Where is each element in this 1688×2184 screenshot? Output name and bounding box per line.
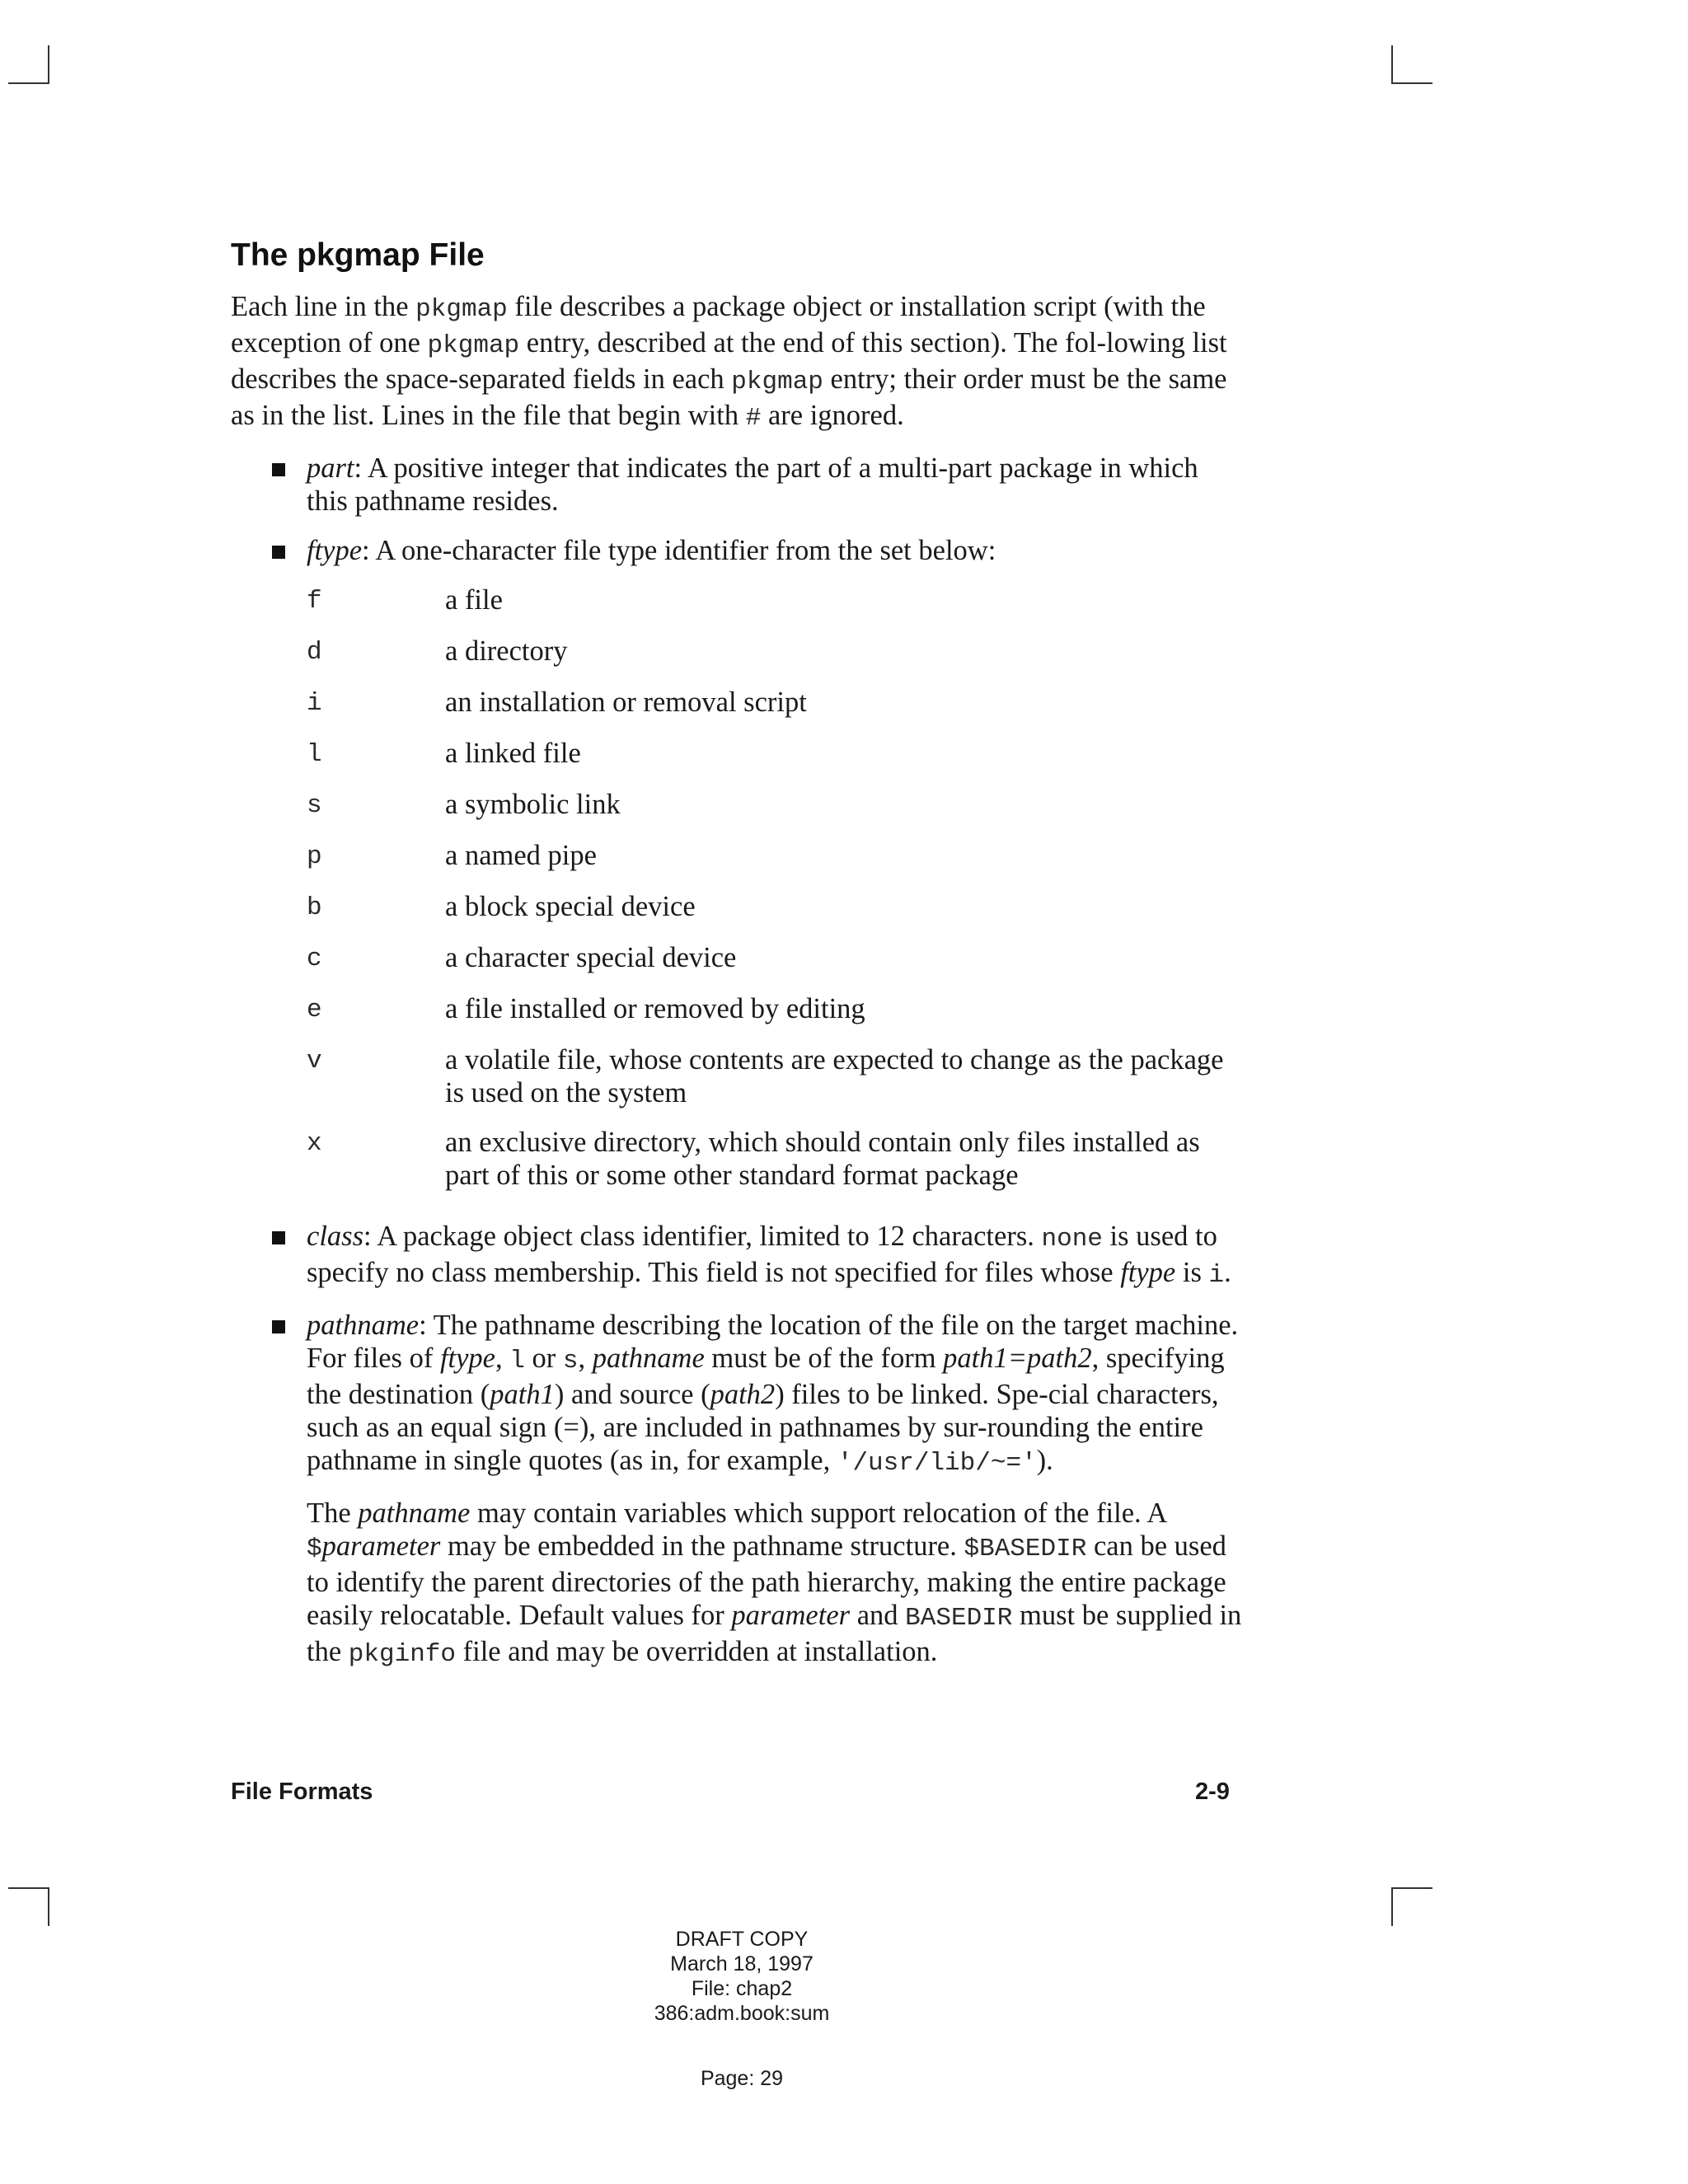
- code-literal: pkgmap: [415, 295, 508, 324]
- text-run: ).: [1036, 1445, 1053, 1476]
- ftype-description: a linked file: [445, 738, 581, 769]
- bullet-square-icon: [272, 1231, 285, 1244]
- draft-date: March 18, 1997: [670, 1952, 814, 1975]
- code-literal: '/usr/lib/~=': [837, 1449, 1037, 1478]
- ftype-code: l: [307, 740, 322, 769]
- crop-mark-bottom-left: [8, 1887, 49, 1926]
- ftype-code: b: [307, 893, 322, 922]
- text-run: or: [524, 1343, 563, 1374]
- crop-mark-top-left: [8, 45, 49, 84]
- text-run: may be embedded in the pathname structure.: [440, 1530, 964, 1562]
- ftype-row: [307, 1043, 1245, 1109]
- ftype-row: [307, 635, 1245, 669]
- section-title: The pkgmap File: [231, 237, 485, 273]
- text-run: is: [1175, 1257, 1209, 1288]
- page-body: [231, 290, 1245, 1688]
- ftype-row: [307, 737, 1245, 771]
- ftype-code: d: [307, 638, 322, 667]
- ftype-table: [307, 583, 1245, 1192]
- print-page-number: Page: 29: [700, 2067, 784, 2090]
- bullet-square-icon: [272, 463, 285, 476]
- text-run: : The pathname describing the location of the file on the target machine. For files of: [307, 1310, 1239, 1374]
- text-run: ,: [578, 1343, 593, 1374]
- italic-term: parameter: [321, 1530, 441, 1562]
- bullet-square-icon: [272, 1320, 285, 1333]
- text-run: file and may be overridden at installation.: [456, 1636, 938, 1667]
- field-item-class: [231, 1220, 1245, 1292]
- text-run: : A one-character file type identifier from the set below:: [362, 535, 996, 566]
- ftype-description: an installation or removal script: [445, 687, 807, 718]
- field-part-text: [307, 452, 1198, 517]
- field-item-part: [231, 452, 1245, 518]
- ftype-code: v: [307, 1047, 322, 1076]
- code-literal: pkginfo: [348, 1640, 457, 1669]
- bullet-square-icon: [272, 546, 285, 559]
- code-literal: l: [509, 1347, 525, 1376]
- italic-term: path1=path2: [943, 1343, 1092, 1374]
- code-literal: i: [1208, 1261, 1225, 1290]
- text-run: ) and source (: [554, 1379, 710, 1410]
- ftype-row: [307, 890, 1245, 925]
- text-run: ) files to be linked. Spe-cial characters, such as an equal sign (=), are included in pathnames by sur-rounding the entire pathname in single quotes (as in, for example,: [307, 1379, 1219, 1476]
- ftype-row: [307, 686, 1245, 720]
- code-literal: pkgmap: [731, 368, 823, 396]
- ftype-description: a symbolic link: [445, 789, 621, 820]
- text-run: must be of the form: [704, 1343, 944, 1374]
- ftype-description: an exclusive directory, which should contain only files installed as part of this or some other standard format package: [445, 1127, 1200, 1191]
- italic-term: path1: [490, 1379, 555, 1410]
- footer-page-number: 2-9: [1195, 1779, 1230, 1805]
- ftype-code: f: [307, 587, 322, 616]
- ftype-code: e: [307, 996, 322, 1024]
- code-literal: $BASEDIR: [964, 1535, 1087, 1563]
- code-literal: none: [1041, 1225, 1103, 1254]
- text-run: are ignored.: [761, 400, 904, 431]
- italic-term: class: [307, 1221, 363, 1252]
- text-run: The: [307, 1497, 359, 1529]
- ftype-code: c: [307, 944, 322, 973]
- ftype-description: a named pipe: [445, 840, 597, 871]
- text-run: and: [850, 1600, 906, 1631]
- ftype-row: [307, 583, 1245, 618]
- ftype-row: [307, 788, 1245, 823]
- text-run: ,: [495, 1343, 510, 1374]
- draft-line: DRAFT COPY: [675, 1928, 809, 1951]
- ftype-row: [307, 839, 1245, 874]
- italic-term: pathname: [358, 1497, 471, 1529]
- italic-term: ftype: [439, 1343, 495, 1374]
- text-run: , specifying the destination (: [307, 1343, 1225, 1410]
- text-run: is used to specify no class membership. This field is not specified for files whose: [307, 1221, 1217, 1288]
- code-literal: pkgmap: [427, 331, 520, 360]
- field-list: [231, 452, 1245, 1671]
- field-pathname-text: [307, 1310, 1238, 1476]
- text-run: .: [1224, 1257, 1231, 1288]
- intro-paragraph: [231, 290, 1245, 435]
- text-run: may contain variables which support relocation of the file. A: [470, 1497, 1166, 1529]
- crop-mark-bottom-right: [1391, 1887, 1432, 1926]
- field-item-ftype: [231, 534, 1245, 1192]
- crop-mark-top-right: [1391, 45, 1432, 84]
- ftype-description: a block special device: [445, 891, 696, 922]
- text-run: must be supplied in the: [307, 1600, 1242, 1667]
- ftype-code: i: [307, 689, 322, 718]
- draft-file: File: chap2: [691, 1977, 793, 2000]
- code-literal: s: [562, 1347, 579, 1376]
- ftype-description: a file: [445, 584, 503, 616]
- ftype-code: s: [307, 791, 322, 820]
- text-run: entry, described at the end of this section). The fol-lowing list describes the space-separated fields in each: [231, 327, 1227, 395]
- ftype-description: a character special device: [445, 942, 737, 973]
- italic-term: pathname: [307, 1310, 420, 1341]
- code-literal: #: [745, 404, 762, 433]
- draft-stamp: [577, 1927, 907, 2026]
- ftype-description: a directory: [445, 635, 568, 667]
- code-literal: $: [307, 1535, 322, 1563]
- field-ftype-text: [307, 535, 996, 566]
- text-run: file describes a package object or installation script (with the exception of one: [231, 291, 1206, 359]
- text-run: : A package object class identifier, limited to 12 characters.: [363, 1221, 1042, 1252]
- italic-term: pathname: [592, 1343, 705, 1374]
- code-literal: BASEDIR: [905, 1604, 1013, 1633]
- italic-term: ftype: [307, 535, 363, 566]
- text-run: : A positive integer that indicates the part of a multi-part package in which this pathname resides.: [307, 452, 1198, 517]
- ftype-description: a volatile file, whose contents are expected to change as the package is used on the system: [445, 1044, 1224, 1108]
- italic-term: path2: [710, 1379, 776, 1410]
- draft-book: 386:adm.book:sum: [654, 2002, 830, 2025]
- ftype-row: [307, 992, 1245, 1027]
- text-run: Each line in the: [231, 291, 416, 322]
- italic-term: parameter: [731, 1600, 851, 1631]
- italic-term: part: [307, 452, 354, 484]
- ftype-description: a file installed or removed by editing: [445, 993, 865, 1024]
- ftype-code: p: [307, 842, 322, 871]
- pathname-relocation-paragraph: [307, 1497, 1245, 1671]
- field-item-pathname: [231, 1309, 1245, 1671]
- footer-chapter-title: File Formats: [231, 1779, 373, 1805]
- ftype-code: x: [307, 1129, 322, 1158]
- ftype-row: [307, 941, 1245, 976]
- italic-term: ftype: [1120, 1257, 1176, 1288]
- field-class-text: [307, 1221, 1231, 1288]
- text-run: can be used to identify the parent directories of the path hierarchy, making the entire package easily relocatable. Default values for: [307, 1530, 1226, 1631]
- ftype-row: [307, 1126, 1245, 1192]
- text-run: entry; their order must be the same as in the list. Lines in the file that begin with: [231, 363, 1227, 431]
